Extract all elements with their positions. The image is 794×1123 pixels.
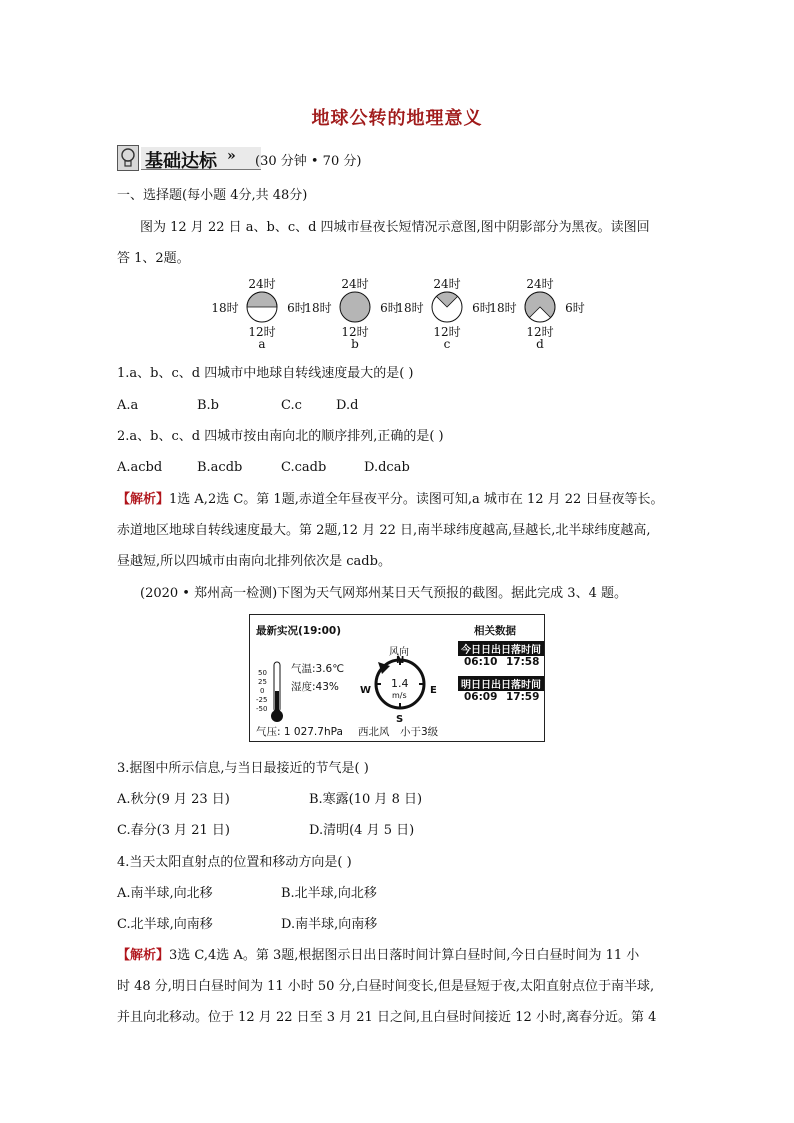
section-badge <box>117 145 381 171</box>
clock-diagram-d <box>490 275 590 355</box>
clock-label-12: 12时 <box>433 325 461 339</box>
tomorrow-sunset: 17:59 <box>506 691 540 703</box>
clock-label-6: 6时 <box>287 301 307 315</box>
q4-option-a[interactable]: A.南半球,向北移 <box>117 886 213 901</box>
compass-n: N <box>396 655 405 666</box>
clock-label-24: 24时 <box>433 277 461 291</box>
today-sunrise: 06:10 <box>464 656 498 668</box>
clock-label-24: 24时 <box>341 277 369 291</box>
clock-label-24: 24时 <box>248 277 276 291</box>
clock-label-18: 18时 <box>211 301 239 315</box>
clock-label-6: 6时 <box>565 301 585 315</box>
compass-w: W <box>360 685 372 696</box>
compass-s: S <box>396 714 404 725</box>
analysis-tag: 【解析】 <box>117 492 170 507</box>
q1-option-b[interactable]: B.b <box>197 398 220 413</box>
q1-option-d[interactable]: D.d <box>336 398 359 413</box>
q3-option-b[interactable]: B.寒露(10 月 8 日) <box>309 792 423 807</box>
clock-label-12: 12时 <box>248 325 276 339</box>
q2-option-d[interactable]: D.dcab <box>364 460 410 475</box>
answer1-line-3: 昼越短,所以四城市由南向北排列依次是 cadb。 <box>117 554 391 569</box>
day-night-circle <box>338 290 372 324</box>
q4-stem: 4.当天太阳直射点的位置和移动方向是( ) <box>117 855 352 870</box>
temperature: 气温:3.6℃ <box>291 663 345 675</box>
q3-stem: 3.据图中所示信息,与当日最接近的节气是( ) <box>117 761 369 776</box>
wind-speed: 1.4 <box>391 677 409 690</box>
wind-level: 小于3级 <box>400 726 439 738</box>
clock-label-12: 12时 <box>526 325 554 339</box>
page-title: 地球公转的地理意义 <box>311 108 483 129</box>
clock-diagrams <box>0 275 794 355</box>
answer2-line-3: 并且向北移动。位于 12 月 22 日至 3 月 21 日之间,且白昼时间接近 12 小时,离春分近。第 4 <box>117 1010 657 1025</box>
wind-direction-label: 风向 <box>389 647 409 658</box>
answer2-line-2: 时 48 分,明日白昼时间为 11 小时 50 分,白昼时间变长,但是昼短于夜,太阳直射点位于南半球, <box>117 979 655 994</box>
badge-time: (30 分钟 • 70 分) <box>255 154 362 169</box>
q4-option-c[interactable]: C.北半球,向南移 <box>117 917 213 932</box>
wind-unit: m/s <box>392 691 407 700</box>
tomorrow-label: 明日日出日落时间 <box>458 676 544 691</box>
clock-name: b <box>351 337 359 351</box>
clock-label-12: 12时 <box>341 325 369 339</box>
intro-line-1: 图为 12 月 22 日 a、b、c、d 四城市昼夜长短情况示意图,图中阴影部分为黑夜。读图回 <box>140 220 650 235</box>
q2-stem: 2.a、b、c、d 四城市按由南向北的顺序排列,正确的是( ) <box>117 429 444 444</box>
clock-label-24: 24时 <box>526 277 554 291</box>
q1-option-c[interactable]: C.c <box>281 398 302 413</box>
clock-label-18: 18时 <box>396 301 424 315</box>
weather-widget <box>249 614 545 742</box>
today-label: 今日日出日落时间 <box>458 641 544 656</box>
q3-option-d[interactable]: D.清明(4 月 5 日) <box>309 823 415 838</box>
q1-stem: 1.a、b、c、d 四城市中地球自转线速度最大的是( ) <box>117 366 414 381</box>
weather-header: 最新实况(19:00) <box>256 625 342 637</box>
pressure: 气压: 1 027.7hPa <box>256 726 343 738</box>
day-night-circle <box>523 290 557 324</box>
answer2-line-1: 【解析】3选 C,4选 A。第 3题,根据图示日出日落时间计算白昼时间,今日白昼时间为 11 小 <box>117 948 640 963</box>
day-night-circle <box>430 290 464 324</box>
q2-option-c[interactable]: C.cadb <box>281 460 327 475</box>
clock-name: a <box>258 337 266 351</box>
clock-label-18: 18时 <box>489 301 517 315</box>
clock-label-6: 6时 <box>380 301 400 315</box>
today-sunset: 17:58 <box>506 656 540 668</box>
q3-option-c[interactable]: C.春分(3 月 21 日) <box>117 823 230 838</box>
night-sector <box>247 292 277 307</box>
related-title: 相关数据 <box>474 625 516 637</box>
q3-option-a[interactable]: A.秋分(9 月 23 日) <box>117 792 230 807</box>
clock-diagram-c <box>397 275 497 355</box>
q4-option-b[interactable]: B.北半球,向北移 <box>281 886 377 901</box>
clock-label-18: 18时 <box>304 301 332 315</box>
day-night-circle <box>245 290 279 324</box>
intro2: (2020 • 郑州高一检测)下图为天气网郑州某日天气预报的截图。据此完成 3、4 题。 <box>140 586 627 601</box>
humidity: 湿度:43% <box>291 681 339 693</box>
q2-option-a[interactable]: A.acbd <box>117 460 163 475</box>
q1-option-a[interactable]: A.a <box>117 398 139 413</box>
clock-diagram-a <box>212 275 312 355</box>
thermometer-scale: 50 25 0 -25 -50 <box>256 669 268 713</box>
chevron-right-icon: » <box>227 148 236 164</box>
clock-label-6: 6时 <box>472 301 492 315</box>
intro-line-2: 答 1、2题。 <box>117 251 190 266</box>
section-header: 一、选择题(每小题 4分,共 48分) <box>117 188 308 203</box>
clock-name: d <box>536 337 544 351</box>
analysis-tag: 【解析】 <box>117 948 170 963</box>
tomorrow-sunrise: 06:09 <box>464 691 498 703</box>
q2-option-b[interactable]: B.acdb <box>197 460 243 475</box>
thermometer-icon <box>270 661 284 723</box>
wind-text: 西北风 <box>358 726 390 738</box>
q4-option-d[interactable]: D.南半球,向南移 <box>281 917 378 932</box>
answer1-line-2: 赤道地区地球自转线速度最大。第 2题,12 月 22 日,南半球纬度越高,昼越长,北半球纬度越高, <box>117 523 651 538</box>
clock-diagram-b <box>305 275 405 355</box>
compass-e: E <box>430 685 437 696</box>
badge-label: 基础达标 <box>145 151 217 172</box>
answer1-line-1: 【解析】1选 A,2选 C。第 1题,赤道全年昼夜平分。读图可知,a 城市在 12 月 22 日昼夜等长。 <box>117 492 664 507</box>
lightbulb-icon <box>117 145 139 171</box>
clock-name: c <box>443 337 451 351</box>
